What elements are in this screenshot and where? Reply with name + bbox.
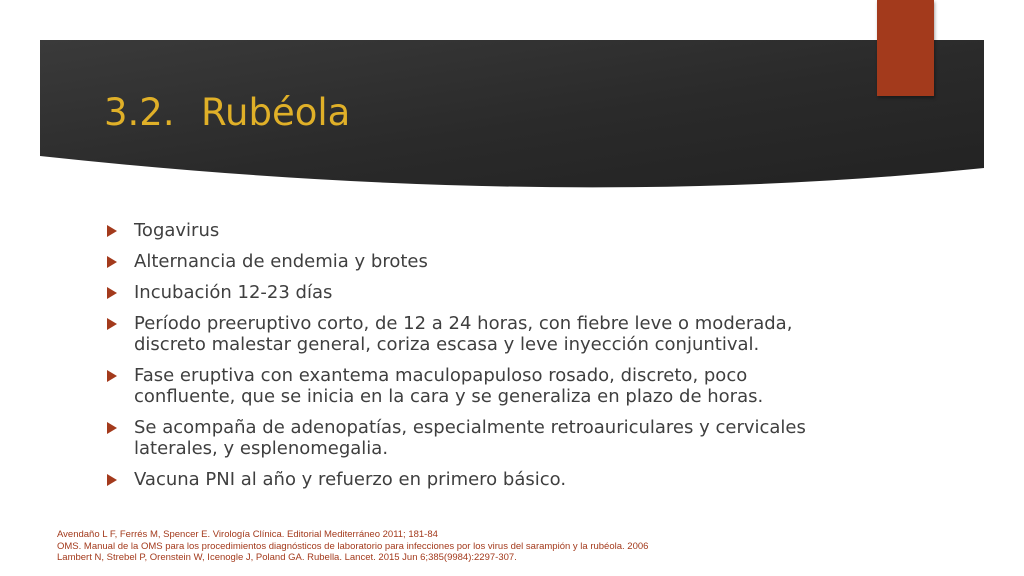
- bullet-item: [104, 469, 844, 490]
- bullet-text: Período preeruptivo corto, de 12 a 24 horas, con fiebre leve o moderada, discreto malestar general, coriza escasa y leve inyección conjuntival.: [134, 313, 793, 355]
- slide-title: [104, 88, 350, 138]
- reference-item: Lambert N, Strebel P, Orenstein W, Icenogle J, Poland GA. Rubella. Lancet. 2015 Jun 6;385(9984):2297-307.: [57, 552, 517, 563]
- bullet-text: Se acompaña de adenopatías, especialmente retroauriculares y cervicales laterales, y esplenomegalia.: [134, 417, 806, 459]
- title-number: 3.2.: [104, 91, 175, 134]
- bullet-item: [104, 282, 844, 303]
- references: [57, 529, 648, 564]
- bullet-arrow-icon: [107, 287, 117, 299]
- bullet-item: [104, 365, 844, 407]
- bullet-arrow-icon: [107, 318, 117, 330]
- bullet-text: Fase eruptiva con exantema maculopapuloso rosado, discreto, poco confluente, que se inicia en la cara y se generaliza en plazo de horas.: [134, 365, 764, 407]
- bullet-arrow-icon: [107, 256, 117, 268]
- bullet-arrow-icon: [107, 225, 117, 237]
- bullet-item: [104, 251, 844, 272]
- bullet-item: [104, 220, 844, 241]
- title-text: Rubéola: [201, 91, 351, 134]
- bullet-text: Togavirus: [134, 220, 220, 241]
- accent-tab: [877, 0, 934, 96]
- bullet-list: [104, 220, 844, 500]
- bullet-arrow-icon: [107, 422, 117, 434]
- bullet-item: [104, 313, 844, 355]
- bullet-text: Alternancia de endemia y brotes: [134, 251, 428, 272]
- bullet-arrow-icon: [107, 474, 117, 486]
- bullet-arrow-icon: [107, 370, 117, 382]
- bullet-text: Incubación 12-23 días: [134, 282, 333, 303]
- reference-item: OMS. Manual de la OMS para los procedimientos diagnósticos de laboratorio para infecciones por los virus del sarampión y la rubéola. 2006: [57, 540, 649, 552]
- bullet-item: [104, 417, 844, 459]
- bullet-text: Vacuna PNI al año y refuerzo en primero básico.: [134, 469, 567, 490]
- reference-item: Avendaño L F, Ferrés M, Spencer E. Virología Clínica. Editorial Mediterráneo 2011; 181-84: [57, 529, 438, 540]
